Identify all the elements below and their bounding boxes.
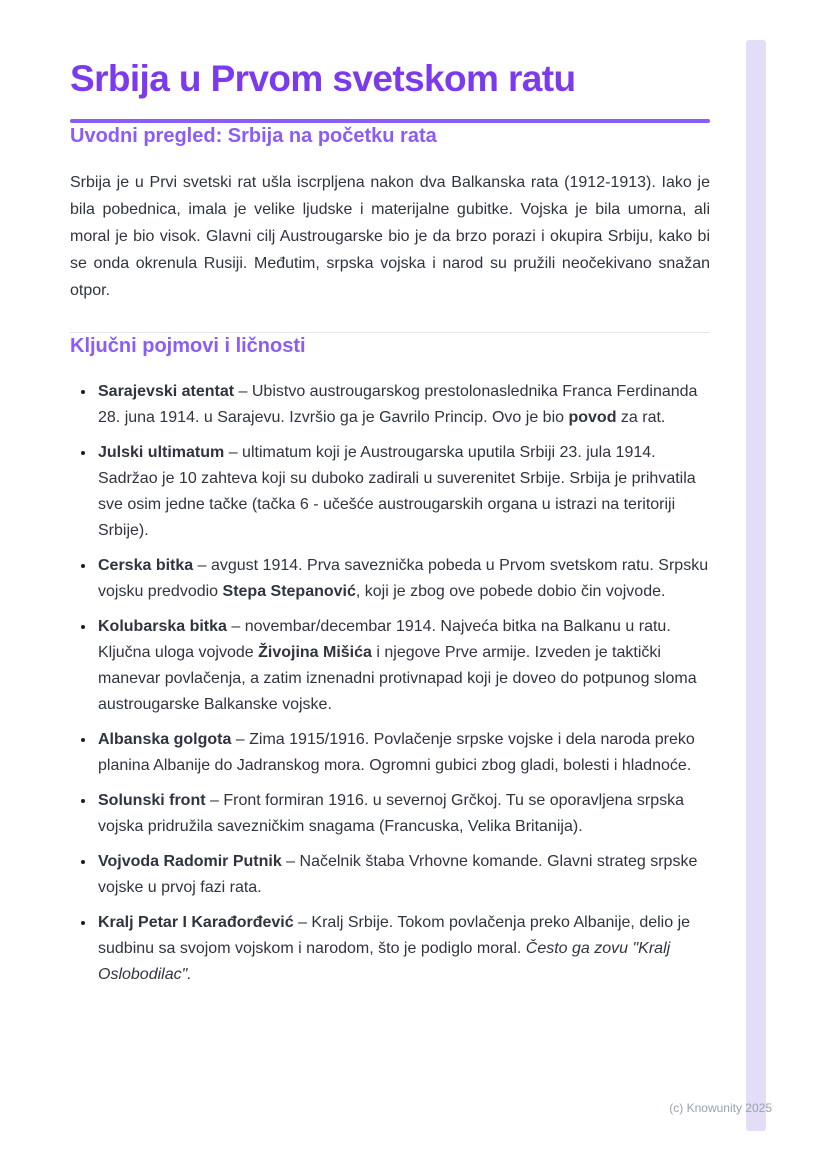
term-list-item	[96, 553, 710, 605]
section-heading-intro: Uvodni pregled: Srbija na početku rata	[70, 124, 437, 147]
term-bold-text: Cerska bitka	[98, 556, 194, 574]
term-bold-text: Vojvoda Radomir Putnik	[98, 852, 282, 870]
key-terms-list	[70, 379, 710, 988]
term-text: za rat.	[616, 408, 666, 426]
term-bold-text: Solunski front	[98, 791, 206, 809]
section-heading-key-terms: Ključni pojmovi i ličnosti	[70, 334, 306, 357]
term-list-item	[96, 614, 710, 718]
term-bold-text: Julski ultimatum	[98, 443, 225, 461]
term-text: – Zima 1915/1916. Povlačenje srpske vojske i dela naroda preko planina Albanije do Jadranskog mora. Ogromni gubici zbog gladi, bolesti i hladnoće.	[98, 730, 695, 774]
copyright-footer: (c) Knowunity 2025	[669, 1101, 772, 1115]
term-list-item	[96, 910, 710, 988]
term-bold-text: Albanska golgota	[98, 730, 232, 748]
term-list-item	[96, 379, 710, 431]
term-bold-text: povod	[568, 408, 617, 426]
term-text: – Kralj Srbije. Tokom povlačenja preko Albanije, delio je sudbinu sa svojom vojskom i narodom, što je podiglo moral.	[98, 913, 691, 957]
term-text: – ultimatum koji je Austrougarska uputila Srbiji 23. jula 1914. Sadržao je 10 zahteva koji su duboko zadirali u suverenitet Srbije. Srbija je prihvatila sve osim jedne tačke (tačka 6 - učešće austrougarskih organa u istrazi na teritoriji Srbije).	[98, 443, 696, 539]
term-bold-text: Sarajevski atentat	[98, 382, 235, 400]
term-list-item	[96, 727, 710, 779]
term-bold-text: Stepa Stepanović	[222, 582, 356, 600]
document-content	[70, 58, 710, 997]
right-accent-bar	[746, 40, 766, 1131]
intro-paragraph: Srbija je u Prvi svetski rat ušla iscrpljena nakon dva Balkanska rata (1912-1913). Iako je bila pobednica, imala je velike ljudske i materijalne gubitke. Vojska je bila umorna, ali moral je bio visok. Glavni cilj Austrougarske bio je da brzo porazi i okupira Srbiju, kako bi se onda okrenula Rusiji. Međutim, srpska vojska i narod su pružili neočekivano snažan otpor.	[70, 173, 710, 299]
term-text: – Front formiran 1916. u severnoj Grčkoj. Tu se oporavljena srpska vojska pridružila savezničkim snagama (Francuska, Velika Britanija).	[98, 791, 685, 835]
term-bold-text: Kolubarska bitka	[98, 617, 227, 635]
term-italic-text: Često ga zovu "Kralj Oslobodilac".	[98, 939, 671, 983]
page-title: Srbija u Prvom svetskom ratu	[70, 58, 576, 99]
term-list-item	[96, 440, 710, 544]
term-text: – Načelnik štaba Vrhovne komande. Glavni strateg srpske vojske u prvoj fazi rata.	[98, 852, 698, 896]
term-bold-text: Živojina Mišića	[258, 643, 372, 661]
term-list-item	[96, 849, 710, 901]
term-text: – novembar/decembar 1914. Najveća bitka na Balkanu u ratu. Ključna uloga vojvode	[98, 617, 671, 661]
term-text: – Ubistvo austrougarskog prestolonaslednika Franca Ferdinanda 28. juna 1914. u Sarajevu. Izvršio ga je Gavrilo Princip. Ovo je bio	[98, 382, 698, 426]
term-list-item	[96, 788, 710, 840]
term-text: – avgust 1914. Prva saveznička pobeda u Prvom svetskom ratu. Srpsku vojsku predvodio	[98, 556, 709, 600]
term-text: , koji je zbog ove pobede dobio čin vojvode.	[355, 582, 666, 600]
term-text: i njegove Prve armije. Izveden je taktički manevar povlačenja, a zatim iznenadni protivnapad koji je doveo do potpunog sloma austrougarske Balkanske vojske.	[98, 643, 697, 713]
term-bold-text: Kralj Petar I Karađorđević	[98, 913, 294, 931]
